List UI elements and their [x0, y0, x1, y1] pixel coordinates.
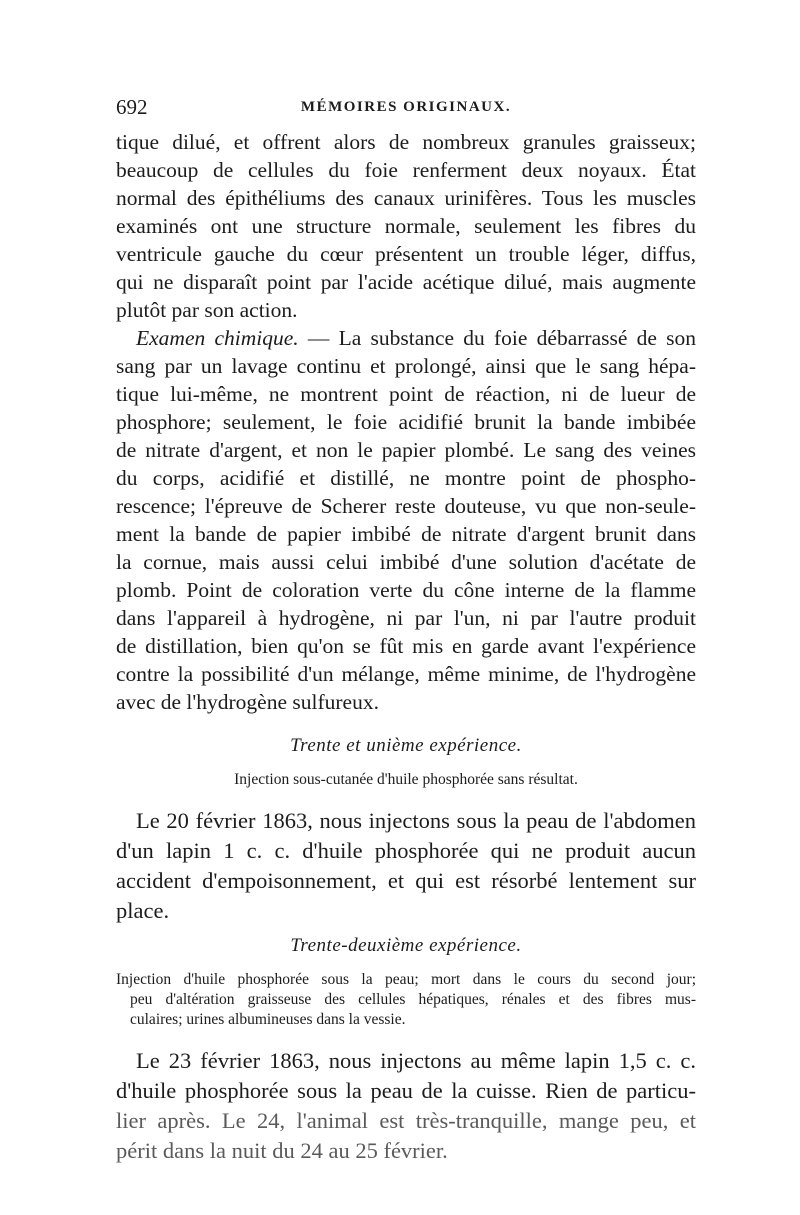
body-line: tique dilué, et offrent alors de nombreux granules graisseux;: [116, 130, 696, 154]
body-line: sang par un lavage continu et prolongé, ainsi que le sang hépa-: [116, 354, 696, 378]
body-line: de distillation, bien qu'on se fût mis en garde avant l'expérience: [116, 634, 696, 658]
body-line: phosphore; seulement, le foie acidifié brunit la bande imbibée: [116, 410, 696, 434]
body-line: tique lui-même, ne montrent point de réaction, ni de lueur de: [116, 382, 696, 406]
body-line: normal des épithéliums des canaux urinifères. Tous les muscles: [116, 186, 696, 210]
experiment-summary: Injection sous-cutanée d'huile phosphorée sans résultat.: [234, 771, 578, 788]
experiment-summary-line: Injection d'huile phosphorée sous la peau; mort dans le cours du second jour;: [116, 971, 696, 988]
body-line: la cornue, mais aussi celui imbibé d'une solution d'acétate de: [116, 550, 696, 574]
body-line: rescence; l'épreuve de Scherer reste douteuse, vu que non-seule-: [116, 494, 696, 518]
body-line: du corps, acidifié et distillé, ne montre point de phospho-: [116, 466, 696, 490]
body-line: examinés ont une structure normale, seulement les fibres du: [116, 214, 696, 238]
body-line: accident d'empoisonnement, et qui est résorbé lentement sur: [116, 868, 696, 893]
body-line: avec de l'hydrogène sulfureux.: [116, 690, 379, 714]
experiment-summary-line: peu d'altération graisseuse des cellules hépatiques, rénales et des fibres mus-: [130, 991, 696, 1008]
body-line: de nitrate d'argent, et non le papier plombé. Le sang des veines: [116, 438, 696, 462]
body-line: dans l'appareil à hydrogène, ni par l'un, ni par l'autre produit: [116, 606, 696, 630]
body-line: d'un lapin 1 c. c. d'huile phosphorée qui ne produit aucun: [116, 838, 696, 863]
body-line: place.: [116, 898, 170, 923]
body-line: qui ne disparaît point par l'acide acétique dilué, mais augmente: [116, 270, 696, 294]
experiment-heading: Trente-deuxième expérience.: [290, 935, 522, 956]
body-line: d'huile phosphorée sous la peau de la cuisse. Rien de particu-: [116, 1078, 696, 1103]
first-line-text: — La substance du foie débarrassé de son: [298, 326, 696, 350]
experiment-summary-line: culaires; urines albumineuses dans la vessie.: [130, 1011, 406, 1028]
experiment-heading: Trente et unième expérience.: [290, 735, 522, 756]
body-line: beaucoup de cellules du foie renferment deux noyaux. État: [116, 158, 696, 182]
paragraph-first-line: [116, 324, 696, 352]
body-line: contre la possibilité d'un mélange, même minime, de l'hydrogène: [116, 662, 696, 686]
body-line: plomb. Point de coloration verte du cône interne de la flamme: [116, 578, 696, 602]
running-head: [116, 95, 696, 119]
running-title: MÉMOIRES ORIGINAUX.: [300, 99, 512, 115]
body-line: ment la bande de papier imbibé de nitrate d'argent brunit dans: [116, 522, 696, 546]
body-line: Le 23 février 1863, nous injectons au même lapin 1,5 c. c.: [136, 1048, 696, 1073]
body-line: plutôt par son action.: [116, 298, 298, 322]
body-line: périt dans la nuit du 24 au 25 février.: [116, 1138, 448, 1163]
body-line: Le 20 février 1863, nous injectons sous la peau de l'abdomen: [136, 808, 696, 833]
body-line: ventricule gauche du cœur présentent un trouble léger, diffus,: [116, 242, 696, 266]
body-line: lier après. Le 24, l'animal est très-tranquille, mange peu, et: [116, 1108, 696, 1133]
page-number: 692: [116, 95, 148, 119]
section-lead: Examen chimique.: [136, 326, 299, 350]
